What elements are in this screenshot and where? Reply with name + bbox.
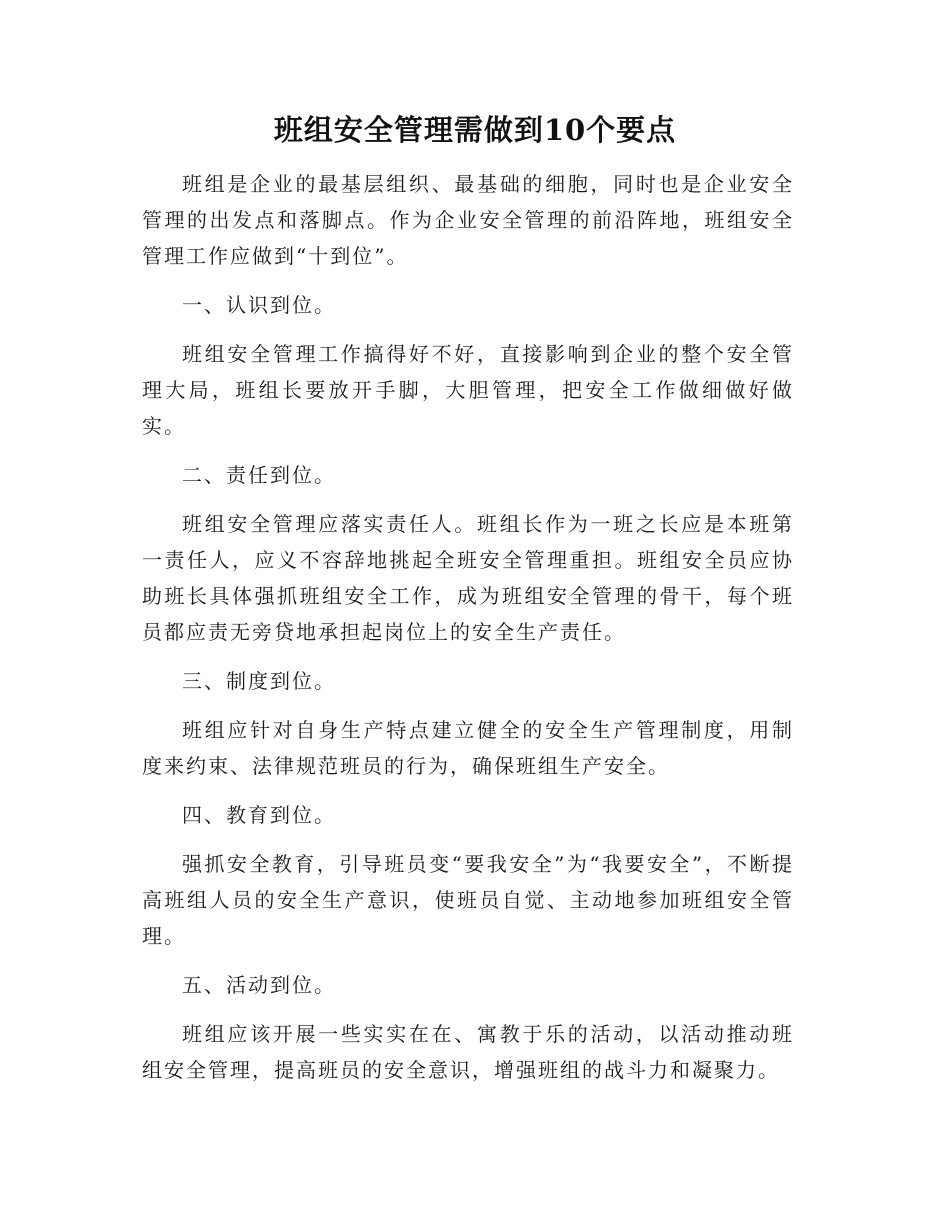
section-paragraph-4: 强抓安全教育，引导班员变“要我安全”为“我要安全”，不断提高班组人员的安全生产意识，使班员自觉、主动地参加班组安全管理。 xyxy=(142,852,794,948)
page-title: 班组安全管理需做到10个要点 xyxy=(273,113,677,147)
section-paragraph-5: 班组应该开展一些实实在在、寓教于乐的活动，以活动推动班组安全管理，提高班员的安全意识，增强班组的战斗力和凝聚力。 xyxy=(142,1022,794,1082)
section-heading-5: 五、活动到位。 xyxy=(182,973,336,997)
section-heading-1: 一、认识到位。 xyxy=(182,293,336,317)
section-paragraph-3: 班组应针对自身生产特点建立健全的安全生产管理制度，用制度来约束、法律规范班员的行为，确保班组生产安全。 xyxy=(142,718,794,778)
section-heading-2: 二、责任到位。 xyxy=(182,463,336,487)
section-heading-3: 三、制度到位。 xyxy=(182,669,336,693)
section-paragraph-1: 班组安全管理工作搞得好不好，直接影响到企业的整个安全管理大局，班组长要放开手脚，大胆管理，把安全工作做细做好做实。 xyxy=(142,342,794,438)
document-body xyxy=(142,166,794,1101)
section-heading-4: 四、教育到位。 xyxy=(182,803,336,827)
section-paragraph-2: 班组安全管理应落实责任人。班组长作为一班之长应是本班第一责任人，应义不容辞地挑起全班安全管理重担。班组安全员应协助班长具体强抓班组安全工作，成为班组安全管理的骨干，每个班员都应责无旁贷地承担起岗位上的安全生产责任。 xyxy=(142,512,794,644)
intro-paragraph: 班组是企业的最基层组织、最基础的细胞，同时也是企业安全管理的出发点和落脚点。作为企业安全管理的前沿阵地，班组安全管理工作应做到“十到位”。 xyxy=(142,172,794,268)
